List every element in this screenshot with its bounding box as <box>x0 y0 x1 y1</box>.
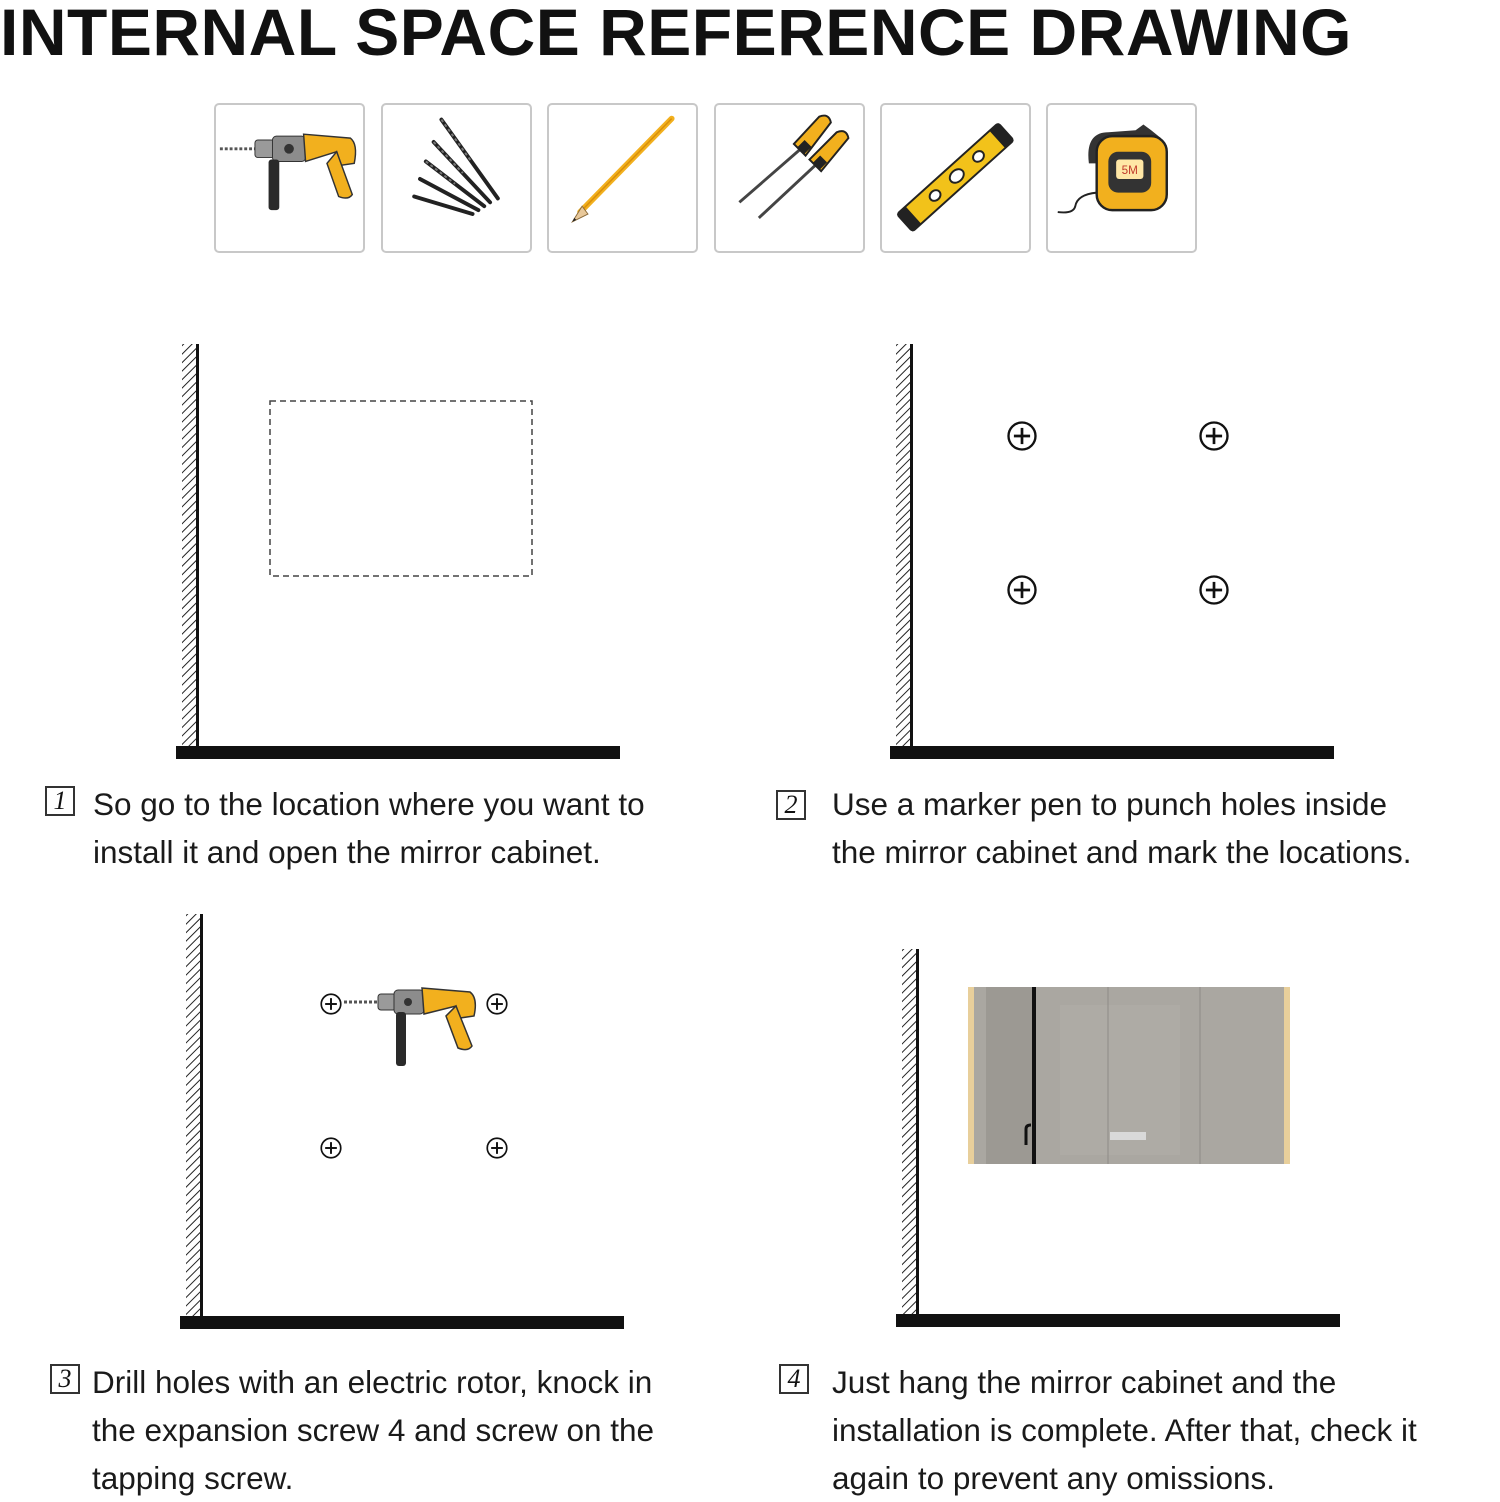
tape-measure-icon <box>1048 105 1195 251</box>
step-text-line: tapping screw. <box>92 1460 294 1496</box>
screw-mark-icon <box>321 1138 341 1158</box>
floor-line <box>176 746 620 759</box>
floor-line <box>890 746 1334 759</box>
screw-mark-icon <box>1201 577 1228 604</box>
screw-mark-icon <box>1009 423 1036 450</box>
screw-mark-icon <box>487 994 507 1014</box>
step-number: 1 <box>45 786 75 816</box>
screw-mark-icon <box>1009 577 1036 604</box>
screw-mark-icon <box>321 994 341 1014</box>
drill-bits-icon <box>383 105 530 251</box>
screw-mark-icon <box>487 1138 507 1158</box>
step-text <box>92 1358 654 1502</box>
tool-card-drill-bits <box>381 103 532 253</box>
tool-card-drill <box>214 103 365 253</box>
step-text-line: the mirror cabinet and mark the locations. <box>832 834 1412 870</box>
step-text-line: Just hang the mirror cabinet and the <box>832 1364 1337 1400</box>
spirit-level-icon <box>882 105 1029 251</box>
step-text-line: installation is complete. After that, check it <box>832 1412 1417 1448</box>
floor-line <box>896 1314 1340 1327</box>
cabinet-outline <box>270 401 532 576</box>
wall-line <box>916 949 919 1315</box>
wall-line <box>196 344 199 748</box>
pencil-icon <box>549 105 696 251</box>
step-text-line: Use a marker pen to punch holes inside <box>832 786 1388 822</box>
diagram-step-1 <box>170 340 630 770</box>
mirror-cabinet <box>968 987 1290 1164</box>
tool-card-tape-measure <box>1046 103 1197 253</box>
screw-mark-icon <box>1201 423 1228 450</box>
step-text <box>93 780 645 876</box>
step-text-line: the expansion screw 4 and screw on the <box>92 1412 655 1448</box>
step-text-line: again to prevent any omissions. <box>832 1460 1275 1496</box>
page-title: INTERNAL SPACE REFERENCE DRAWING <box>0 0 1352 69</box>
diagram-step-2 <box>884 340 1344 770</box>
step-text-line: install it and open the mirror cabinet. <box>93 834 601 870</box>
wall-hatch <box>186 914 202 1316</box>
electric-drill-icon <box>344 988 475 1066</box>
tool-card-screwdrivers <box>714 103 865 253</box>
screwdrivers-icon <box>716 105 863 251</box>
tape-measure-label: 5M <box>1121 164 1138 178</box>
step-text <box>832 1358 1417 1502</box>
step-text <box>832 780 1412 876</box>
electric-drill-icon <box>216 105 363 251</box>
diagram-step-3 <box>174 910 634 1340</box>
step-text-line: Drill holes with an electric rotor, knock in <box>92 1364 653 1400</box>
floor-line <box>180 1316 624 1329</box>
wall-hatch <box>896 344 912 748</box>
tool-card-pencil <box>547 103 698 253</box>
step-text-line: So go to the location where you want to <box>93 786 645 822</box>
wall-hatch <box>902 949 918 1315</box>
step-number: 4 <box>779 1364 809 1394</box>
step-number: 2 <box>776 790 806 820</box>
wall-line <box>200 914 203 1316</box>
mirror-display-icon <box>1110 1132 1146 1140</box>
diagram-step-4 <box>890 945 1350 1345</box>
step-number: 3 <box>50 1364 80 1394</box>
wall-hatch <box>182 344 198 748</box>
wall-line <box>910 344 913 748</box>
tool-card-level <box>880 103 1031 253</box>
